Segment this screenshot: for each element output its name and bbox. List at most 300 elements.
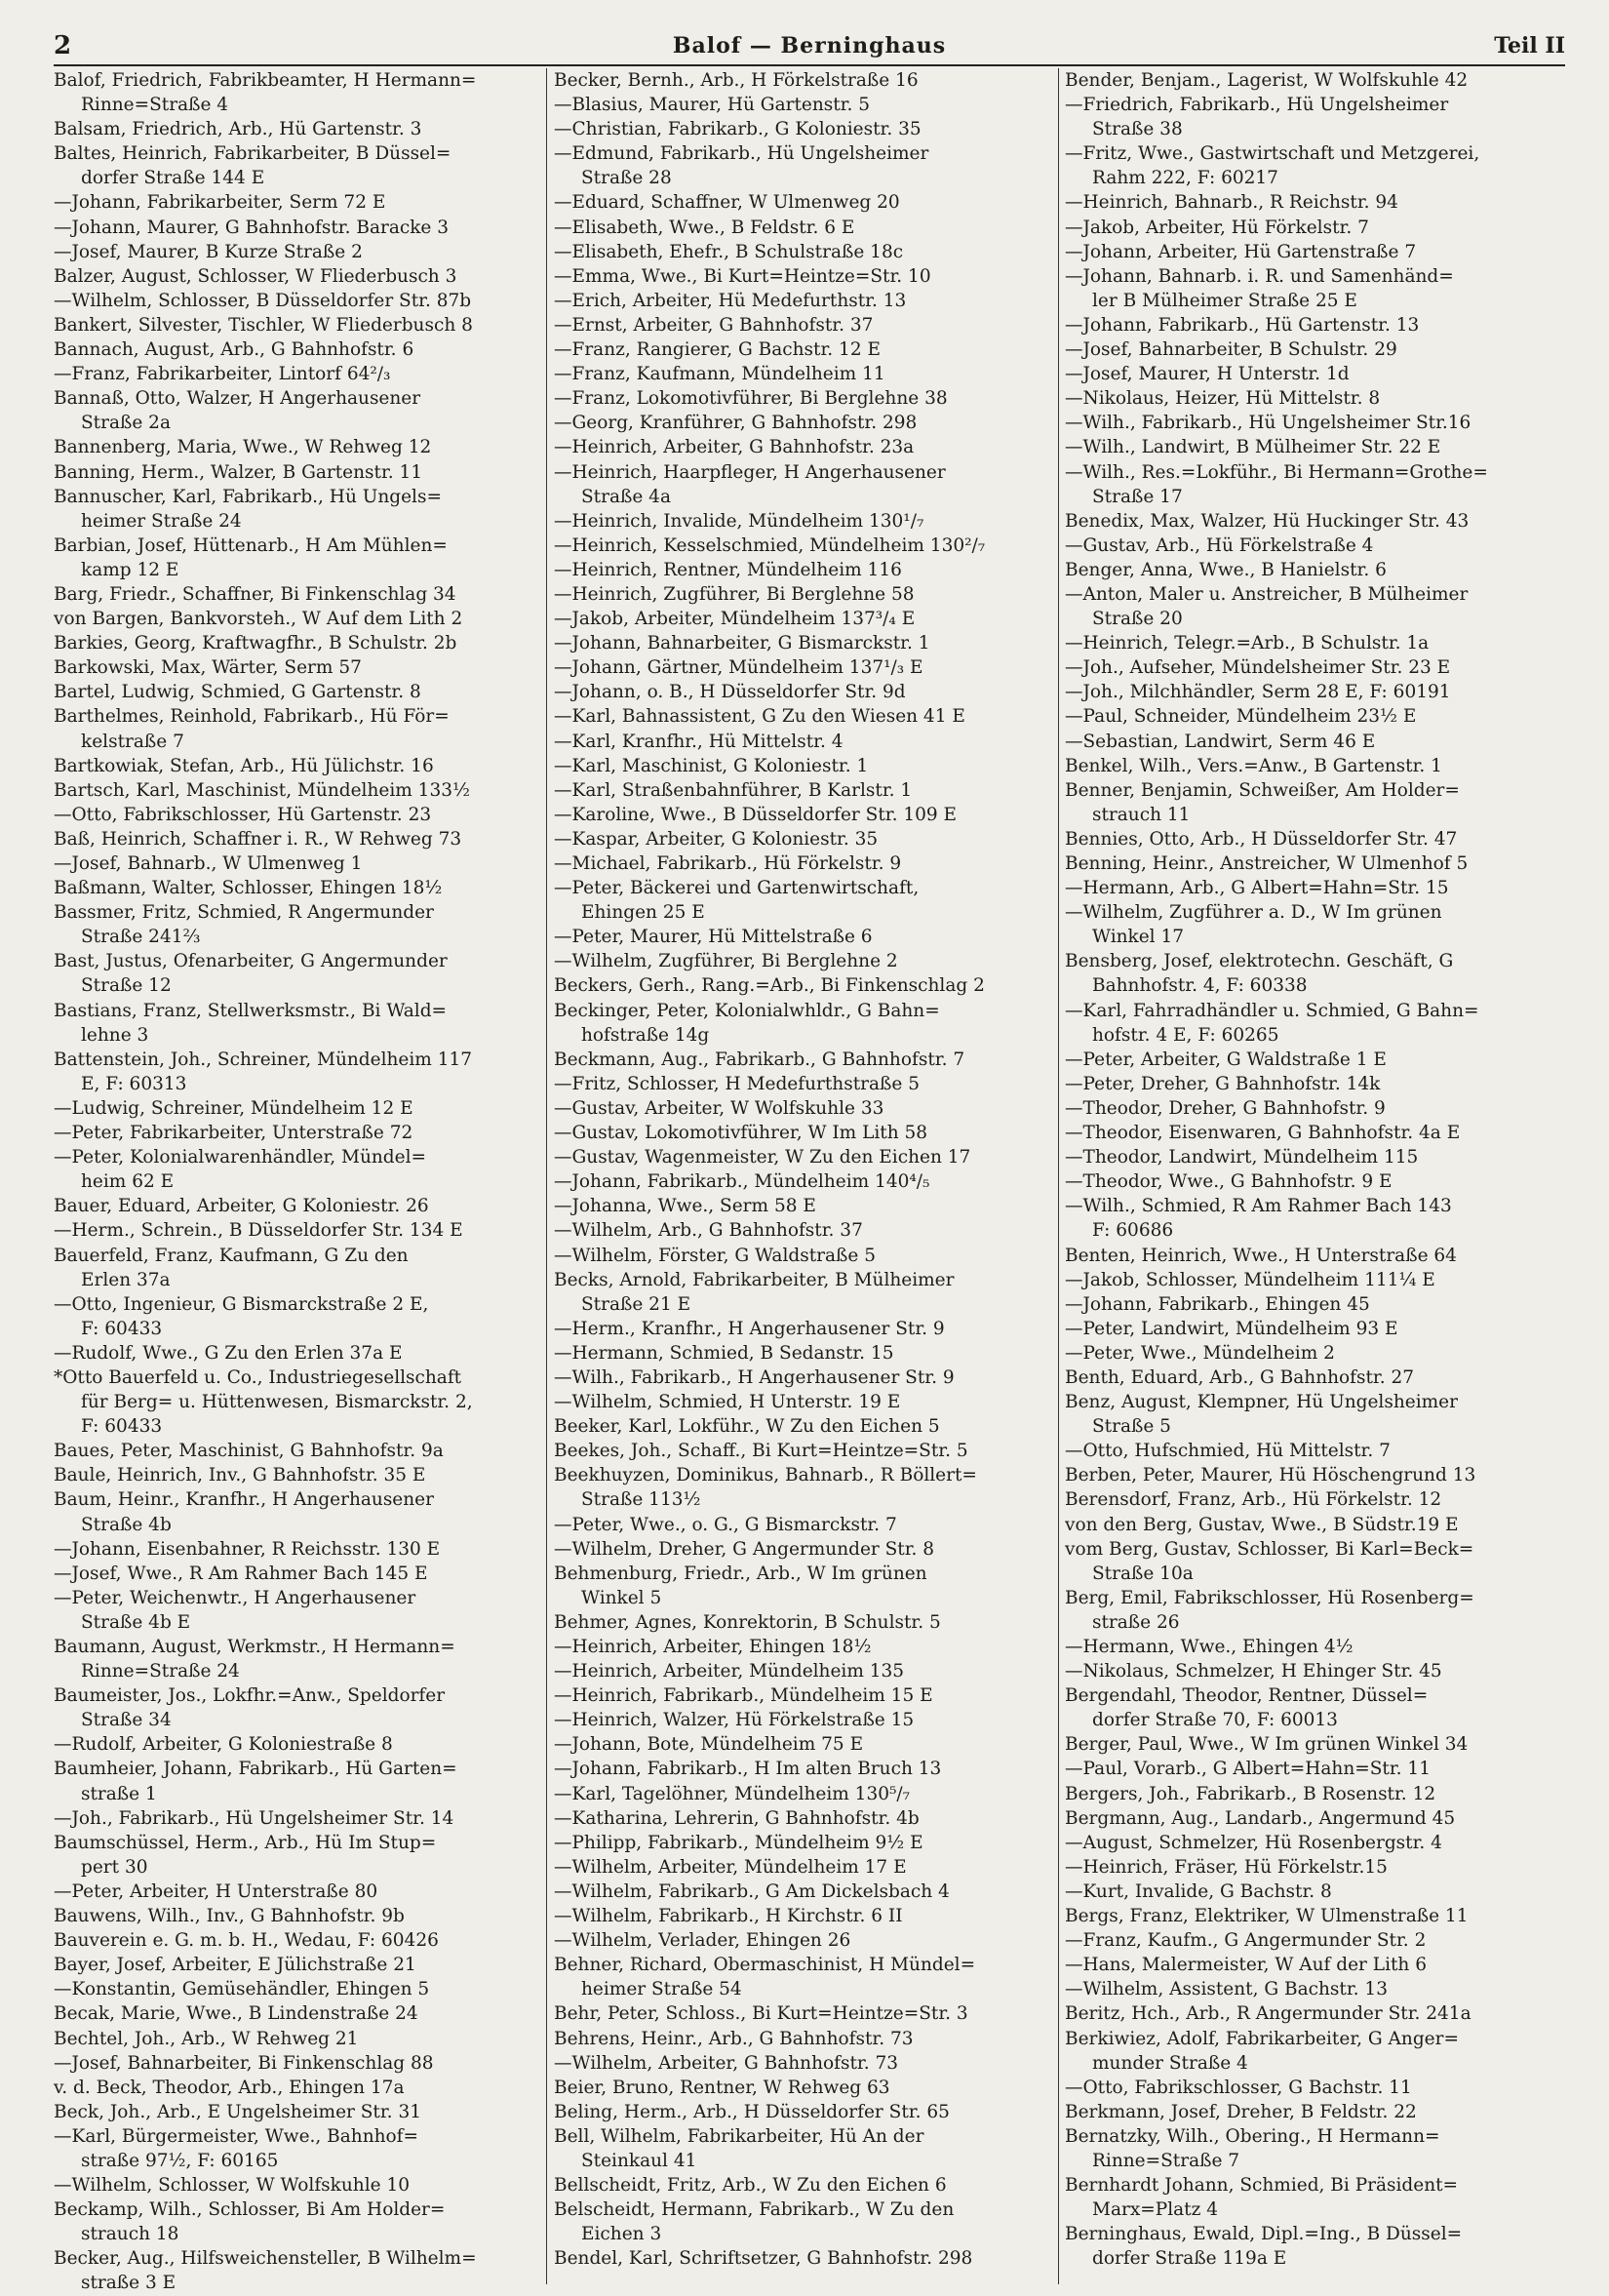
directory-entry	[1065, 1513, 1554, 1537]
entry-line: —Wilhelm, Verlader, Ehingen 26	[554, 1930, 851, 1952]
entry-line: —Ludwig, Schreiner, Mündelheim 12 E	[54, 1097, 413, 1119]
directory-entry	[1065, 1169, 1554, 1194]
directory-entry	[554, 1562, 1043, 1610]
entry-line: —Johann, Fabrikarb., H Im alten Bruch 13	[554, 1759, 942, 1780]
directory-entry	[54, 2124, 543, 2173]
entry-continuation-line: Straße 12	[81, 975, 172, 997]
directory-entry	[54, 680, 543, 704]
directory-entry	[554, 1194, 1043, 1218]
directory-entry	[554, 2100, 1043, 2124]
entry-continuation-line: Marx=Platz 4	[1092, 2199, 1218, 2221]
entry-line: —Hermann, Wwe., Ehingen 4½	[1065, 1637, 1354, 1657]
directory-entry	[54, 1463, 543, 1487]
entry-continuation-line: Bahnhofstr. 4, F: 60338	[1092, 975, 1308, 997]
directory-entry	[54, 2051, 543, 2076]
entry-line: Behmer, Agnes, Konrektorin, B Schulstr. 5	[554, 1611, 941, 1633]
entry-line: —Heinrich, Arbeiter, Ehingen 18½	[554, 1637, 872, 1657]
entry-continuation-line: Straße 21 E	[581, 1293, 691, 1315]
entry-line: Barthelmes, Reinhold, Fabrikarb., Hü För=	[54, 706, 450, 728]
directory-entry	[54, 582, 543, 607]
entry-line: —Blasius, Maurer, Hü Gartenstr. 5	[554, 95, 871, 116]
entry-line: Benger, Anna, Wwe., B Hanielstr. 6	[1065, 559, 1387, 580]
directory-entry	[54, 655, 543, 680]
directory-entry	[54, 803, 543, 827]
directory-entry	[1065, 1390, 1554, 1439]
directory-entry	[554, 1880, 1043, 1904]
directory-entry	[54, 435, 543, 459]
directory-entry	[1065, 1659, 1554, 1683]
entry-continuation-line: pert 30	[81, 1856, 148, 1878]
entry-line: Baumann, August, Werkmstr., H Hermann=	[54, 1637, 455, 1657]
entry-line: —Hermann, Arb., G Albert=Hahn=Str. 15	[1065, 878, 1449, 899]
directory-entry	[54, 117, 543, 141]
entry-line: Berger, Paul, Wwe., W Im grünen Winkel 34	[1065, 1734, 1469, 1756]
entry-line: Behr, Peter, Schloss., Bi Kurt=Heintze=Str. 3	[554, 2003, 968, 2025]
entry-continuation-line: F: 60686	[1092, 1220, 1174, 1242]
entry-line: Baßmann, Walter, Schlosser, Ehingen 18½	[54, 878, 443, 899]
entry-line: Bensberg, Josef, elektrotechn. Geschäft, G	[1065, 951, 1454, 972]
entry-continuation-line: Steinkaul 41	[581, 2150, 697, 2171]
entry-continuation-line: Winkel 5	[581, 1587, 662, 1608]
directory-entry	[54, 2173, 543, 2197]
directory-entry	[54, 827, 543, 851]
directory-entry	[54, 778, 543, 803]
entry-line: —Heinrich, Telegr.=Arb., B Schulstr. 1a	[1065, 633, 1430, 654]
entry-line: von Bargen, Bankvorsteh., W Auf dem Lith 2	[54, 609, 463, 630]
entry-line: —Johann, Bote, Mündelheim 75 E	[554, 1734, 864, 1756]
directory-entry	[554, 1953, 1043, 2001]
directory-entry	[1065, 582, 1554, 631]
directory-entry	[554, 1732, 1043, 1757]
entry-continuation-line: Winkel 17	[1092, 927, 1185, 948]
entry-line: —Erich, Arbeiter, Hü Medefurthstr. 13	[554, 290, 907, 311]
directory-entry	[54, 1292, 543, 1341]
directory-entry	[1065, 2222, 1554, 2271]
directory-entry	[554, 1048, 1043, 1072]
directory-entry	[54, 1757, 543, 1805]
column-divider	[1058, 68, 1059, 2284]
directory-entry	[54, 2076, 543, 2100]
entry-line: Baues, Peter, Maschinist, G Bahnhofstr. 9a	[54, 1441, 444, 1462]
directory-entry	[54, 1880, 543, 1904]
entry-line: Bankert, Silvester, Tischler, W Fliederbusch 8	[54, 314, 473, 336]
directory-entry	[1065, 93, 1554, 141]
directory-entry	[54, 264, 543, 289]
directory-entry	[554, 93, 1043, 117]
directory-entry	[554, 973, 1043, 998]
entry-line: Berensdorf, Franz, Arb., Hü Förkelstr. 12	[1065, 1489, 1442, 1511]
directory-entry	[1065, 1048, 1554, 1072]
directory-entry	[1065, 949, 1554, 998]
entry-line: —Gustav, Wagenmeister, W Zu den Eichen 17	[554, 1147, 971, 1168]
directory-entry	[554, 1537, 1043, 1562]
section-label: Teil II	[1494, 33, 1565, 59]
entry-continuation-line: straße 97½, F: 60165	[81, 2150, 279, 2171]
entry-line: —Wilhelm, Schlosser, W Wolfskuhle 10	[54, 2175, 410, 2197]
entry-line: —Philipp, Fabrikarb., Mündelheim 9½ E	[554, 1832, 923, 1853]
entry-line: —Wilh., Fabrikarb., Hü Ungelsheimer Str.16	[1065, 413, 1472, 434]
entry-line: —Sebastian, Landwirt, Serm 46 E	[1065, 731, 1376, 752]
directory-entry	[54, 1732, 543, 1757]
directory-entry	[1065, 1096, 1554, 1121]
entry-line: —Johann, Eisenbahner, R Reichsstr. 130 E	[54, 1538, 441, 1560]
entry-line: —Christian, Fabrikarb., G Koloniestr. 35	[554, 119, 922, 140]
directory-entry	[1065, 240, 1554, 264]
entry-line: —Johann, Fabrikarb., Hü Gartenstr. 13	[1065, 314, 1420, 336]
entry-line: —Karl, Fahrradhändler u. Schmied, G Bahn=	[1065, 1000, 1479, 1021]
entry-continuation-line: Straße 38	[1092, 119, 1183, 140]
directory-entry	[554, 1463, 1043, 1512]
directory-entry	[54, 1096, 543, 1121]
entry-line: —Ernst, Arbeiter, G Bahnhofstr. 37	[554, 314, 874, 336]
directory-entry	[1065, 509, 1554, 534]
directory-entry	[554, 534, 1043, 558]
entry-line: Bannach, August, Arb., G Bahnhofstr. 6	[54, 339, 414, 361]
entry-line: Beekhuyzen, Dominikus, Bahnarb., R Böllert=	[554, 1465, 977, 1486]
entry-continuation-line: Straße 34	[81, 1710, 172, 1731]
directory-entry	[1065, 2124, 1554, 2173]
entry-line: —Franz, Fabrikarbeiter, Lintorf 64²/₃	[54, 364, 391, 385]
entry-line: Bergmann, Aug., Landarb., Angermund 45	[1065, 1807, 1456, 1829]
entry-line: —Heinrich, Bahnarb., R Reichstr. 94	[1065, 192, 1398, 214]
directory-entry	[1065, 1537, 1554, 1586]
directory-entry	[554, 1390, 1043, 1414]
entry-line: Bauerfeld, Franz, Kaufmann, G Zu den	[54, 1245, 409, 1266]
entry-line: Bannenberg, Maria, Wwe., W Rehweg 12	[54, 437, 432, 458]
entry-line: Bellscheidt, Fritz, Arb., W Zu den Eichen 6	[554, 2175, 947, 2197]
directory-entry	[554, 1121, 1043, 1145]
entry-line: —Heinrich, Arbeiter, Mündelheim 135	[554, 1661, 905, 1682]
entry-line: Berkiwiez, Adolf, Fabrikarbeiter, G Anger=	[1065, 2028, 1459, 2049]
entry-continuation-line: strauch 11	[1092, 804, 1191, 825]
entry-line: —Elisabeth, Ehefr., B Schulstraße 18c	[554, 241, 904, 262]
entry-continuation-line: E, F: 60313	[81, 1073, 187, 1094]
directory-entry	[1065, 1683, 1554, 1732]
directory-entry	[54, 999, 543, 1048]
entry-line: —Johann, o. B., H Düsseldorfer Str. 9d	[554, 682, 906, 703]
directory-column-2	[554, 68, 1043, 2271]
directory-entry	[554, 1855, 1043, 1880]
entry-line: Beekes, Joh., Schaff., Bi Kurt=Heintze=Str. 5	[554, 1441, 968, 1462]
directory-entry	[54, 534, 543, 582]
entry-line: Benten, Heinrich, Wwe., H Unterstraße 64	[1065, 1245, 1457, 1266]
entry-continuation-line: heimer Straße 54	[581, 1979, 742, 2000]
entry-line: Bell, Wilhelm, Fabrikarbeiter, Hü An der	[554, 2125, 924, 2147]
entry-line: —Heinrich, Zugführer, Bi Berglehne 58	[554, 583, 915, 605]
directory-entry	[554, 460, 1043, 509]
directory-entry	[554, 1268, 1043, 1317]
entry-line: —Franz, Kaufmann, Mündelheim 11	[554, 364, 885, 385]
directory-entry	[54, 754, 543, 778]
entry-line: —Heinrich, Arbeiter, G Bahnhofstr. 23a	[554, 437, 915, 458]
entry-line: Benth, Eduard, Arb., G Bahnhofstr. 27	[1065, 1366, 1415, 1388]
directory-entry	[1065, 68, 1554, 93]
entry-continuation-line: Straße 4b	[81, 1514, 172, 1535]
entry-continuation-line: Straße 17	[1092, 486, 1183, 507]
directory-entry	[554, 313, 1043, 337]
entry-line: Baltes, Heinrich, Fabrikarbeiter, B Düssel=	[54, 143, 451, 165]
directory-entry	[554, 655, 1043, 680]
entry-line: —Emma, Wwe., Bi Kurt=Heintze=Str. 10	[554, 265, 931, 287]
directory-entry	[1065, 999, 1554, 1048]
entry-line: Becker, Aug., Hilfsweichensteller, B Wilhelm=	[54, 2248, 477, 2270]
entry-line: —Paul, Vorarb., G Albert=Hahn=Str. 11	[1065, 1759, 1431, 1780]
entry-line: —Jakob, Arbeiter, Hü Förkelstr. 7	[1065, 217, 1369, 238]
directory-entry	[54, 485, 543, 534]
entry-line: Bastians, Franz, Stellwerksmstr., Bi Wald=	[54, 1000, 448, 1021]
entry-line: —August, Schmelzer, Hü Rosenbergstr. 4	[1065, 1832, 1442, 1853]
directory-entry	[1065, 655, 1554, 680]
entry-line: —Wilhelm, Arb., G Bahnhofstr. 37	[554, 1220, 863, 1242]
entry-line: —Gustav, Lokomotivführer, W Im Lith 58	[554, 1123, 928, 1144]
entry-line: —Johann, Bahnarb. i. R. und Samenhänd=	[1065, 265, 1454, 287]
entry-line: —Josef, Bahnarbeiter, B Schulstr. 29	[1065, 339, 1397, 361]
entry-line: —Heinrich, Fräser, Hü Förkelstr.15	[1065, 1856, 1388, 1878]
entry-line: Bechtel, Joh., Arb., W Rehweg 21	[54, 2028, 359, 2049]
entry-line: —Rudolf, Wwe., G Zu den Erlen 37a E	[54, 1342, 403, 1364]
page-number: 2	[54, 31, 72, 60]
directory-entry	[1065, 1317, 1554, 1341]
entry-line: Bauer, Eduard, Arbeiter, G Koloniestr. 26	[54, 1196, 429, 1217]
entry-line: Barkies, Georg, Kraftwagfhr., B Schulstr. 2b	[54, 633, 457, 654]
directory-entry	[554, 216, 1043, 240]
entry-line: —Fritz, Wwe., Gastwirtschaft und Metzgerei,	[1065, 143, 1480, 165]
entry-line: —Otto, Fabrikschlosser, Hü Gartenstr. 23	[54, 804, 432, 825]
directory-entry	[1065, 190, 1554, 215]
directory-entry	[54, 2001, 543, 2026]
entry-line: Bast, Justus, Ofenarbeiter, G Angermunder	[54, 951, 448, 972]
entry-continuation-line: Straße 10a	[1092, 1563, 1194, 1584]
directory-entry	[54, 851, 543, 876]
entry-continuation-line: Straße 241⅔	[81, 927, 201, 948]
directory-entry	[54, 1244, 543, 1292]
entry-line: Beling, Herm., Arb., H Düsseldorfer Str. 65	[554, 2101, 950, 2122]
entry-line: Beckers, Gerh., Rang.=Arb., Bi Finkenschlag 2	[554, 975, 985, 997]
entry-line: Bernhardt Johann, Schmied, Bi Präsident=	[1065, 2175, 1459, 2197]
directory-entry	[554, 190, 1043, 215]
directory-entry	[1065, 1072, 1554, 1096]
directory-entry	[554, 1635, 1043, 1659]
entry-line: —Theodor, Dreher, G Bahnhofstr. 9	[1065, 1097, 1386, 1119]
directory-entry	[54, 68, 543, 117]
directory-entry	[54, 313, 543, 337]
directory-entry	[1065, 900, 1554, 949]
entry-line: Baumeister, Jos., Lokfhr.=Anw., Speldorfer	[54, 1685, 446, 1707]
entry-line: —Wilhelm, Dreher, G Angermunder Str. 8	[554, 1538, 935, 1560]
page-header	[54, 29, 1565, 66]
entry-line: Bauwens, Wilh., Inv., G Bahnhofstr. 9b	[54, 1906, 405, 1927]
directory-entry	[1065, 1757, 1554, 1781]
directory-entry	[554, 2173, 1043, 2197]
directory-entry	[1065, 411, 1554, 435]
entry-continuation-line: Straße 4b E	[81, 1611, 191, 1633]
entry-line: —Josef, Wwe., R Am Rahmer Bach 145 E	[54, 1563, 428, 1584]
directory-entry	[54, 1048, 543, 1096]
directory-entry	[1065, 754, 1554, 778]
entry-line: —Wilhelm, Arbeiter, Mündelheim 17 E	[554, 1856, 907, 1878]
directory-entry	[554, 509, 1043, 534]
directory-entry	[54, 240, 543, 264]
entry-line: —Karl, Bürgermeister, Wwe., Bahnhof=	[54, 2125, 419, 2147]
directory-entry	[54, 704, 543, 753]
directory-entry	[554, 264, 1043, 289]
directory-entry	[554, 1096, 1043, 1121]
entry-line: —Peter, Dreher, G Bahnhofstr. 14k	[1065, 1073, 1381, 1094]
entry-continuation-line: F: 60433	[81, 1318, 163, 1339]
directory-entry	[54, 607, 543, 631]
directory-entry	[554, 1169, 1043, 1194]
directory-entry	[54, 2246, 543, 2295]
directory-entry	[554, 680, 1043, 704]
directory-entry	[554, 778, 1043, 803]
entry-line: —Anton, Maler u. Anstreicher, B Mülheimer	[1065, 583, 1469, 605]
entry-line: Bergers, Joh., Fabrikarb., B Rosenstr. 12	[1065, 1783, 1436, 1804]
directory-entry	[554, 1341, 1043, 1366]
entry-line: v. d. Beck, Theodor, Arb., Ehingen 17a	[54, 2077, 405, 2098]
entry-line: —Theodor, Landwirt, Mündelheim 115	[1065, 1147, 1419, 1168]
directory-entry	[1065, 1366, 1554, 1390]
directory-entry	[1065, 2027, 1554, 2076]
directory-entry	[54, 2197, 543, 2246]
directory-entry	[54, 1928, 543, 1953]
directory-entry	[1065, 1244, 1554, 1268]
entry-continuation-line: Straße 5	[1092, 1416, 1171, 1438]
entry-continuation-line: Ehingen 25 E	[581, 902, 705, 924]
entry-line: Behmenburg, Friedr., Arb., W Im grünen	[554, 1563, 927, 1584]
directory-entry	[554, 2076, 1043, 2100]
entry-continuation-line: ler B Mülheimer Straße 25 E	[1092, 290, 1357, 311]
directory-entry	[54, 1487, 543, 1536]
directory-entry	[54, 631, 543, 655]
directory-entry	[54, 1904, 543, 1928]
directory-entry	[54, 1366, 543, 1439]
directory-entry	[1065, 1904, 1554, 1928]
entry-line: Behrens, Heinr., Arb., G Bahnhofstr. 73	[554, 2028, 914, 2049]
directory-entry	[54, 460, 543, 485]
directory-entry	[1065, 680, 1554, 704]
directory-entry	[54, 362, 543, 386]
directory-entry	[1065, 851, 1554, 876]
directory-entry	[554, 827, 1043, 851]
entry-line: Balsam, Friedrich, Arb., Hü Gartenstr. 3	[54, 119, 422, 140]
directory-entry	[1065, 460, 1554, 509]
entry-line: —Wilhelm, Zugführer a. D., W Im grünen	[1065, 902, 1442, 924]
entry-line: —Johann, Bahnarbeiter, G Bismarckstr. 1	[554, 633, 930, 654]
directory-entry	[1065, 2001, 1554, 2026]
directory-entry	[1065, 1292, 1554, 1317]
directory-entry	[554, 999, 1043, 1048]
entry-line: —Hans, Malermeister, W Auf der Lith 6	[1065, 1955, 1427, 1976]
entry-line: —Wilhelm, Schmied, H Unterstr. 19 E	[554, 1392, 901, 1413]
directory-entry	[1065, 1880, 1554, 1904]
entry-line: —Wilh., Fabrikarb., H Angerhausener Str. 9	[554, 1366, 955, 1388]
directory-entry	[554, 2027, 1043, 2051]
directory-entry	[1065, 1732, 1554, 1757]
entry-line: —Otto, Fabrikschlosser, G Bachstr. 11	[1065, 2077, 1412, 2098]
entry-line: Beckmann, Aug., Fabrikarb., G Bahnhofstr. 7	[554, 1049, 965, 1070]
directory-entry	[554, 803, 1043, 827]
entry-line: —Heinrich, Invalide, Mündelheim 130¹/₇	[554, 510, 924, 532]
directory-entry	[554, 1831, 1043, 1855]
entry-line: —Paul, Schneider, Mündelheim 23½ E	[1065, 706, 1417, 728]
entry-continuation-line: für Berg= u. Hüttenwesen, Bismarckstr. 2,	[81, 1392, 473, 1413]
directory-entry	[1065, 1268, 1554, 1292]
directory-entry	[1065, 337, 1554, 362]
entry-line: —Karl, Maschinist, G Koloniestr. 1	[554, 755, 869, 776]
directory-entry	[1065, 1635, 1554, 1659]
directory-entry	[54, 1537, 543, 1562]
entry-line: —Otto, Hufschmied, Hü Mittelstr. 7	[1065, 1441, 1391, 1462]
directory-entry	[54, 900, 543, 949]
directory-entry	[1065, 386, 1554, 411]
column-divider	[546, 68, 547, 2284]
entry-continuation-line: lehne 3	[81, 1024, 149, 1046]
directory-entry	[554, 1806, 1043, 1831]
directory-entry	[554, 1782, 1043, 1806]
entry-line: —Peter, Wwe., Mündelheim 2	[1065, 1342, 1335, 1364]
directory-entry	[1065, 362, 1554, 386]
entry-line: —Joh., Milchhändler, Serm 28 E, F: 60191	[1065, 682, 1451, 703]
entry-continuation-line: munder Straße 4	[1092, 2052, 1248, 2074]
directory-column-1	[54, 68, 543, 2296]
entry-continuation-line: straße 26	[1092, 1611, 1180, 1633]
directory-entry	[54, 1977, 543, 2001]
directory-entry	[554, 1659, 1043, 1683]
directory-entry	[554, 558, 1043, 582]
entry-continuation-line: heimer Straße 24	[81, 510, 242, 532]
directory-entry	[554, 1218, 1043, 1243]
directory-entry	[54, 1121, 543, 1145]
entry-line: Bauverein e. G. m. b. H., Wedau, F: 60426	[54, 1930, 439, 1952]
directory-entry	[1065, 216, 1554, 240]
entry-line: —Gustav, Arbeiter, W Wolfskuhle 33	[554, 1097, 884, 1119]
directory-entry	[554, 1683, 1043, 1708]
entry-line: —Konstantin, Gemüsehändler, Ehingen 5	[54, 1979, 430, 2000]
directory-entry	[1065, 1341, 1554, 1366]
directory-entry	[54, 1586, 543, 1635]
entry-line: Becak, Marie, Wwe., B Lindenstraße 24	[54, 2003, 418, 2025]
entry-line: —Karl, Kranfhr., Hü Mittelstr. 4	[554, 731, 844, 752]
entry-line: Beier, Bruno, Rentner, W Rehweg 63	[554, 2077, 890, 2098]
entry-line: —Heinrich, Fabrikarb., Mündelheim 15 E	[554, 1685, 933, 1707]
entry-line: —Heinrich, Rentner, Mündelheim 116	[554, 559, 902, 580]
entry-line: Berg, Emil, Fabrikschlosser, Hü Rosenberg=	[1065, 1587, 1474, 1608]
entry-line: —Elisabeth, Wwe., B Feldstr. 6 E	[554, 217, 855, 238]
entry-continuation-line: Rahm 222, F: 60217	[1092, 168, 1278, 189]
entry-continuation-line: dorfer Straße 70, F: 60013	[1092, 1710, 1338, 1731]
directory-entry	[554, 925, 1043, 949]
entry-continuation-line: hofstr. 4 E, F: 60265	[1092, 1024, 1279, 1046]
entry-continuation-line: Eichen 3	[581, 2224, 662, 2245]
entry-line: —Heinrich, Walzer, Hü Förkelstraße 15	[554, 1710, 915, 1731]
entry-continuation-line: hofstraße 14g	[581, 1024, 710, 1046]
entry-continuation-line: straße 1	[81, 1783, 157, 1804]
directory-entry	[1065, 1855, 1554, 1880]
entry-line: —Rudolf, Arbeiter, G Koloniestraße 8	[54, 1734, 393, 1756]
entry-line: —Georg, Kranführer, G Bahnhofstr. 298	[554, 413, 918, 434]
entry-line: —Wilhelm, Zugführer, Bi Berglehne 2	[554, 951, 898, 972]
entry-line: —Wilhelm, Fabrikarb., H Kirchstr. 6 II	[554, 1906, 903, 1927]
directory-entry	[54, 949, 543, 998]
directory-entry	[1065, 2076, 1554, 2100]
directory-entry	[554, 1317, 1043, 1341]
directory-entry	[554, 1904, 1043, 1928]
entry-line: —Theodor, Eisenwaren, G Bahnhofstr. 4a E	[1065, 1123, 1461, 1144]
entry-line: Beritz, Hch., Arb., R Angermunder Str. 241a	[1065, 2003, 1472, 2025]
entry-continuation-line: straße 3 E	[81, 2273, 177, 2294]
entry-line: Baule, Heinrich, Inv., G Bahnhofstr. 35 E	[54, 1465, 426, 1486]
directory-entry	[554, 1757, 1043, 1781]
